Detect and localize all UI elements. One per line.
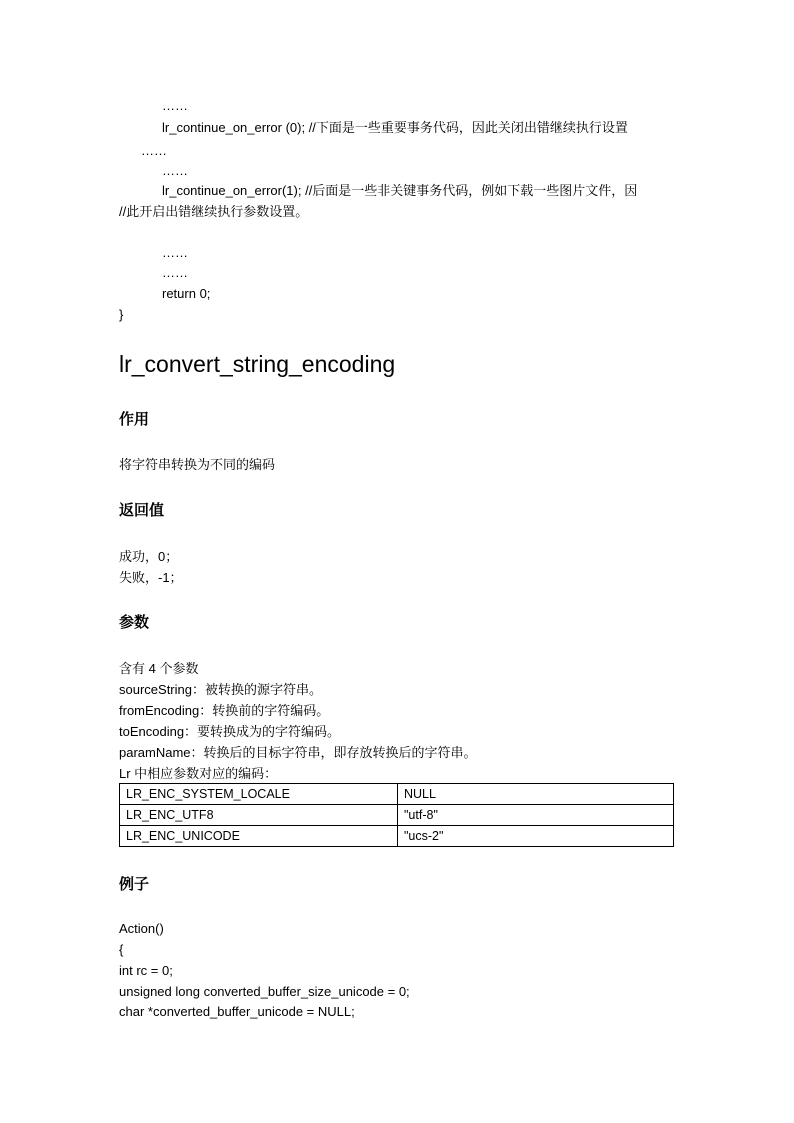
code-ellipsis: …… [162, 98, 188, 113]
code-close-brace: } [119, 307, 124, 322]
code-ellipsis: …… [162, 245, 188, 260]
code-ellipsis: …… [162, 265, 188, 280]
example-code-line: unsigned long converted_buffer_size_unicode = 0; [119, 984, 410, 999]
encoding-value-cell: "ucs-2" [398, 826, 674, 847]
table-row [120, 826, 674, 847]
code-line-continue-on-comment: //此开启出错继续执行参数设置。 [119, 204, 309, 219]
purpose-text: 将字符串转换为不同的编码 [119, 457, 276, 472]
table-row [120, 805, 674, 826]
encoding-constant-cell: LR_ENC_UNICODE [120, 826, 398, 847]
param-item: toEncoding：要转换成为的字符编码。 [119, 724, 341, 739]
param-item: fromEncoding：转换前的字符编码。 [119, 703, 330, 718]
return-success: 成功，0； [119, 549, 179, 564]
encoding-value-cell: NULL [398, 784, 674, 805]
params-intro: 含有 4 个参数 [119, 661, 199, 676]
section-heading-purpose: 作用 [119, 411, 150, 428]
param-item: paramName：转换后的目标字符串，即存放转换后的字符串。 [119, 745, 477, 760]
encoding-constant-cell: LR_ENC_SYSTEM_LOCALE [120, 784, 398, 805]
example-code-line: char *converted_buffer_unicode = NULL; [119, 1004, 355, 1019]
function-title: lr_convert_string_encoding [119, 351, 396, 377]
table-caption: Lr 中相应参数对应的编码： [119, 766, 278, 781]
encoding-constant-cell: LR_ENC_UTF8 [120, 805, 398, 826]
encoding-value-cell: "utf-8" [398, 805, 674, 826]
return-failure: 失败，-1； [119, 570, 183, 585]
code-line-return: return 0; [162, 286, 211, 301]
code-line-continue-off: lr_continue_on_error (0); //下面是一些重要事务代码，因此关闭出错继续执行设置 [162, 120, 628, 135]
section-heading-example: 例子 [119, 876, 150, 893]
encoding-table [119, 783, 674, 847]
section-heading-params: 参数 [119, 614, 150, 631]
section-heading-return: 返回值 [119, 502, 165, 519]
table-row [120, 784, 674, 805]
example-code-line: Action() [119, 921, 164, 936]
example-code-line: int rc = 0; [119, 963, 173, 978]
code-line-continue-on: lr_continue_on_error(1); //后面是一些非关键事务代码，例如下载一些图片文件，因 [162, 183, 638, 198]
example-code-line: { [119, 942, 124, 957]
param-item: sourceString：被转换的源字符串。 [119, 682, 322, 697]
code-ellipsis: …… [162, 163, 188, 178]
code-ellipsis: …… [141, 143, 167, 158]
